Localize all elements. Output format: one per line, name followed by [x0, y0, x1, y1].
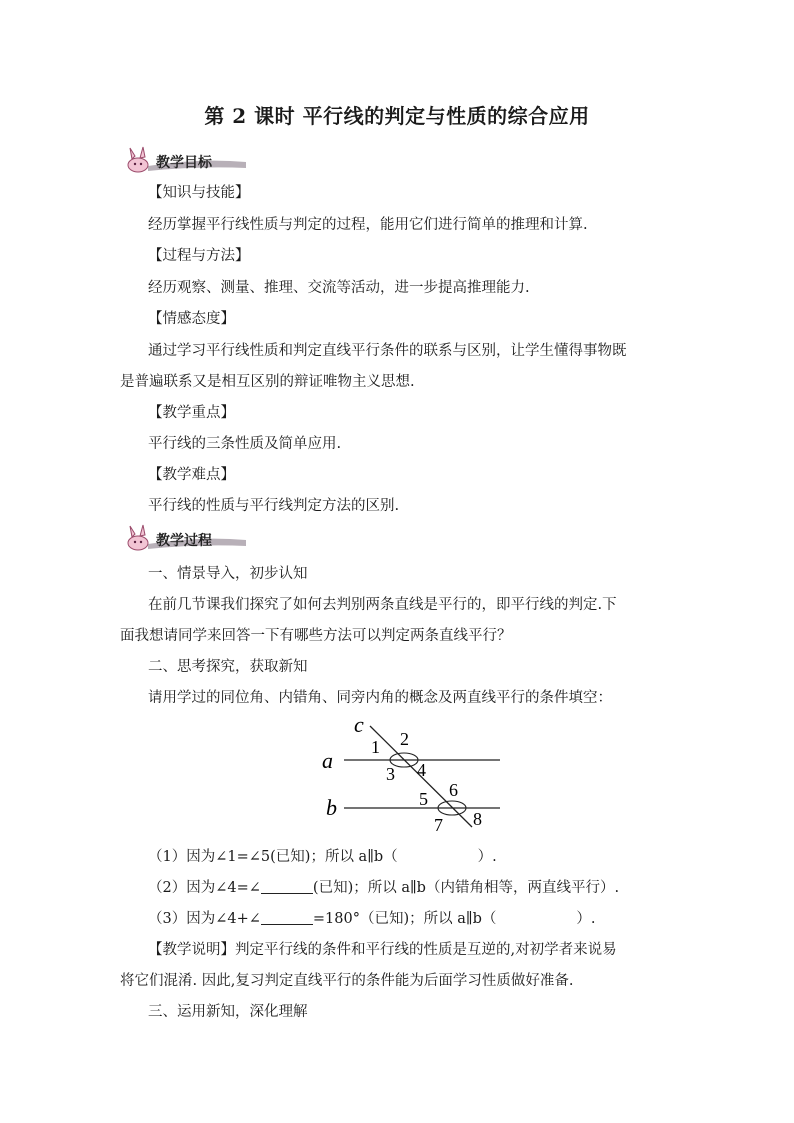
- text-attitude-2: 是普遍联系又是相互区别的辩证唯物主义思想.: [120, 374, 415, 390]
- heading-difficulty: 【教学难点】: [148, 467, 235, 483]
- heading-process-method: 【过程与方法】: [148, 248, 250, 264]
- section-title: 教学目标: [156, 155, 212, 171]
- question-2-text: （2）因为∠4=∠: [148, 880, 261, 896]
- angle-label-1: 1: [371, 737, 380, 757]
- section-header-process: [118, 524, 258, 554]
- section-header-goals: [118, 146, 258, 176]
- paragraph-instructions: 请用学过的同位角、内错角、同旁内角的概念及两直线平行的条件填空：: [148, 690, 612, 706]
- label-c: c: [354, 712, 364, 737]
- heading-knowledge: 【知识与技能】: [148, 185, 250, 201]
- question-3-end: ）.: [576, 911, 596, 927]
- teaching-note-1: [148, 940, 617, 960]
- step-heading-2: 二、思考探究，获取新知: [148, 659, 308, 675]
- answer-blank[interactable]: [261, 879, 313, 894]
- question-1-end: ）.: [477, 849, 497, 865]
- text-process-method: 经历观察、测量、推理、交流等活动，进一步提高推理能力.: [148, 280, 530, 296]
- parallel-lines-figure: [320, 712, 520, 842]
- teaching-note-label: 【教学说明】: [148, 942, 235, 958]
- text-key-point: 平行线的三条性质及简单应用.: [148, 436, 342, 452]
- teaching-note-text: 判定平行线的条件和平行线的性质是互逆的,对初学者来说易: [235, 942, 617, 958]
- step-heading-1: 一、情景导入，初步认知: [148, 566, 308, 582]
- question-2: [148, 878, 619, 898]
- angle-label-3: 3: [386, 764, 395, 784]
- text-knowledge: 经历掌握平行线性质与判定的过程，能用它们进行简单的推理和计算.: [148, 217, 588, 233]
- step-heading-3: 三、运用新知，深化理解: [148, 1004, 308, 1020]
- angle-label-4: 4: [417, 760, 426, 780]
- question-3-text: （3）因为∠4+∠: [148, 911, 261, 927]
- question-1-text: （1）因为∠1=∠5(已知)；所以 a∥b（: [148, 849, 398, 865]
- question-3-mid: =180°（已知)；所以 a∥b（: [312, 911, 497, 927]
- angle-label-5: 5: [419, 789, 428, 809]
- text-difficulty: 平行线的性质与平行线判定方法的区别.: [148, 498, 400, 514]
- angle-label-2: 2: [400, 729, 409, 749]
- label-b: b: [326, 795, 337, 820]
- heading-key-point: 【教学重点】: [148, 405, 235, 421]
- text-attitude-1: 通过学习平行线性质和判定直线平行条件的联系与区别，让学生懂得事物既: [148, 343, 627, 359]
- question-3: [148, 909, 595, 929]
- heading-attitude: 【情感态度】: [148, 311, 235, 327]
- label-a: a: [322, 748, 333, 773]
- answer-blank[interactable]: [261, 910, 313, 925]
- question-2-end: (已知)；所以 a∥b（内错角相等，两直线平行）.: [312, 880, 620, 896]
- angle-label-6: 6: [449, 780, 458, 800]
- section-title: 教学过程: [156, 533, 212, 549]
- paragraph-intro-1: 在前几节课我们探究了如何去判别两条直线是平行的，即平行线的判定.下: [148, 597, 617, 613]
- teaching-note-2: 将它们混淆. 因此,复习判定直线平行的条件能为后面学习性质做好准备.: [120, 973, 574, 989]
- angle-label-8: 8: [473, 809, 482, 829]
- question-1: [148, 847, 497, 867]
- angle-label-7: 7: [434, 815, 443, 835]
- page-title: 第 2 课时 平行线的判定与性质的综合应用: [204, 104, 590, 128]
- paragraph-intro-2: 面我想请同学来回答一下有哪些方法可以判定两条直线平行？: [120, 628, 512, 644]
